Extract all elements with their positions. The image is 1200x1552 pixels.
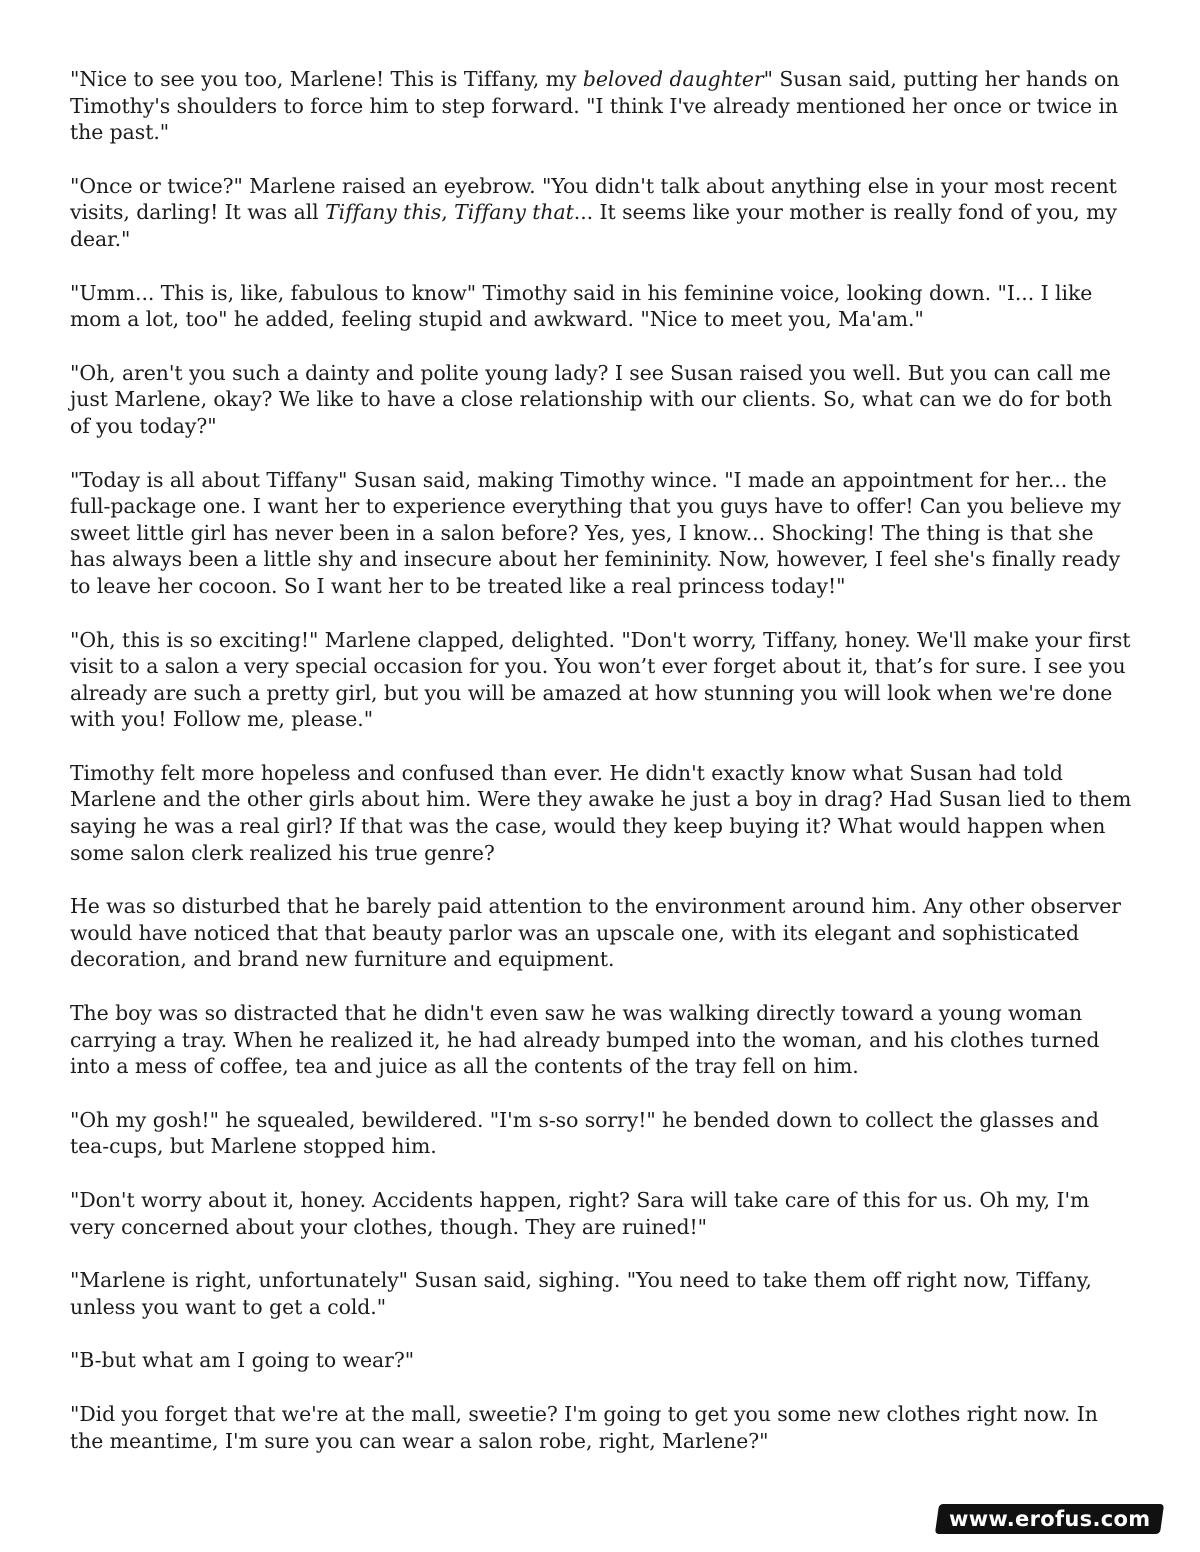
text-run: ... It seems like your mother is really fond of you, my dear." <box>70 200 1117 251</box>
text-run: "Don't worry about it, honey. Accidents happen, right? Sara will take care of this for us. Oh my, I'm very concerned about your clothes, though. They are ruined!" <box>70 1188 1090 1239</box>
paragraph <box>70 1187 1134 1240</box>
text-run: "Once or twice?" Marlene raised an eyebrow. "You didn't talk about anything else in your most recent visits, darling! It was all <box>70 173 1117 225</box>
paragraph <box>70 66 1134 146</box>
text-run: "Did you forget that we're at the mall, sweetie? I'm going to get you some new clothes right now. In the meantime, I'm sure you can wear a salon robe, right, Marlene?" <box>70 1401 1098 1453</box>
text-run: "Oh, aren't you such a dainty and polite young lady? I see Susan raised you well. But you can call me just Marlene, okay? We like to have a close relationship with our clients. So, what can we do for both of you today?" <box>70 360 1113 438</box>
paragraph <box>70 1347 1134 1374</box>
paragraph <box>70 760 1134 866</box>
paragraph <box>70 173 1134 253</box>
italic-text: beloved daughter <box>582 67 764 91</box>
text-run: , <box>441 200 455 225</box>
paragraph <box>70 280 1134 333</box>
site-watermark-badge <box>935 1504 1165 1534</box>
italic-text: Tiffany this <box>325 200 442 225</box>
paragraph <box>70 1401 1134 1454</box>
text-run: "Umm... This is, like, fabulous to know" Timothy said in his feminine voice, looking down. "I... I like mom a lot, too" he added, feeling stupid and awkward. "Nice to meet you, Ma'am." <box>70 280 1093 332</box>
paragraph <box>70 1267 1134 1320</box>
paragraph <box>70 893 1134 973</box>
text-run: "Oh my gosh!" he squealed, bewildered. "I'm s-so sorry!" he bended down to collect the glasses and tea-cups, but Marlene stopped him. <box>70 1107 1099 1159</box>
paragraph <box>70 360 1134 440</box>
document-page <box>70 66 1134 1481</box>
text-run: " Susan said, putting her hands on Timothy's shoulders to force him to step forward. "I think I've already mentioned her once or twice in the past." <box>70 67 1120 145</box>
text-run: "Marlene is right, unfortunately" Susan said, sighing. "You need to take them off right now, Tiffany, unless you want to get a cold." <box>70 1268 1092 1319</box>
story-text <box>70 66 1134 1454</box>
paragraph <box>70 1107 1134 1160</box>
text-run: "Today is all about Tiffany" Susan said, making Timothy wince. "I made an appointment for her... the full-package one. I want her to experience everything that you guys have to offer! Can you believe my sweet little girl has never been in a salon before? Yes, yes, I know... Shocking! The thing is that she has always been a little shy and insecure about her femininity. Now, however, I feel she's finally ready to leave her cocoon. So I want her to be treated like a real princess today!" <box>70 467 1121 598</box>
paragraph <box>70 467 1134 600</box>
watermark-text: www.erofus.com <box>948 1507 1150 1531</box>
text-run: "B-but what am I going to wear?" <box>70 1348 415 1373</box>
paragraph <box>70 627 1134 733</box>
paragraph <box>70 1000 1134 1080</box>
text-run: He was so disturbed that he barely paid attention to the environment around him. Any other observer would have noticed that that beauty parlor was an upscale one, with its elegant and sophisticated decoration, and brand new furniture and equipment. <box>70 894 1121 972</box>
text-run: Timothy felt more hopeless and confused than ever. He didn't exactly know what Susan had told Marlene and the other girls about him. Were they awake he just a boy in drag? Had Susan lied to them saying he was a real girl? If that was the case, would they keep buying it? What would happen when some salon clerk realized his true genre? <box>70 760 1132 865</box>
text-run: "Nice to see you too, Marlene! This is Tiffany, my <box>70 67 583 91</box>
text-run: "Oh, this is so exciting!" Marlene clapped, delighted. "Don't worry, Tiffany, honey. We'll make your first visit to a salon a very special occasion for you. You won’t ever forget about it, that’s for sure. I see you already are such a pretty girl, but you will be amazed at how stunning you will look when we're done with you! Follow me, please." <box>70 627 1131 732</box>
text-run: The boy was so distracted that he didn't even saw he was walking directly toward a young woman carrying a tray. When he realized it, he had already bumped into the woman, and his clothes turned into a mess of coffee, tea and juice as all the contents of the tray fell on him. <box>70 1001 1100 1079</box>
italic-text: Tiffany that <box>454 200 574 225</box>
